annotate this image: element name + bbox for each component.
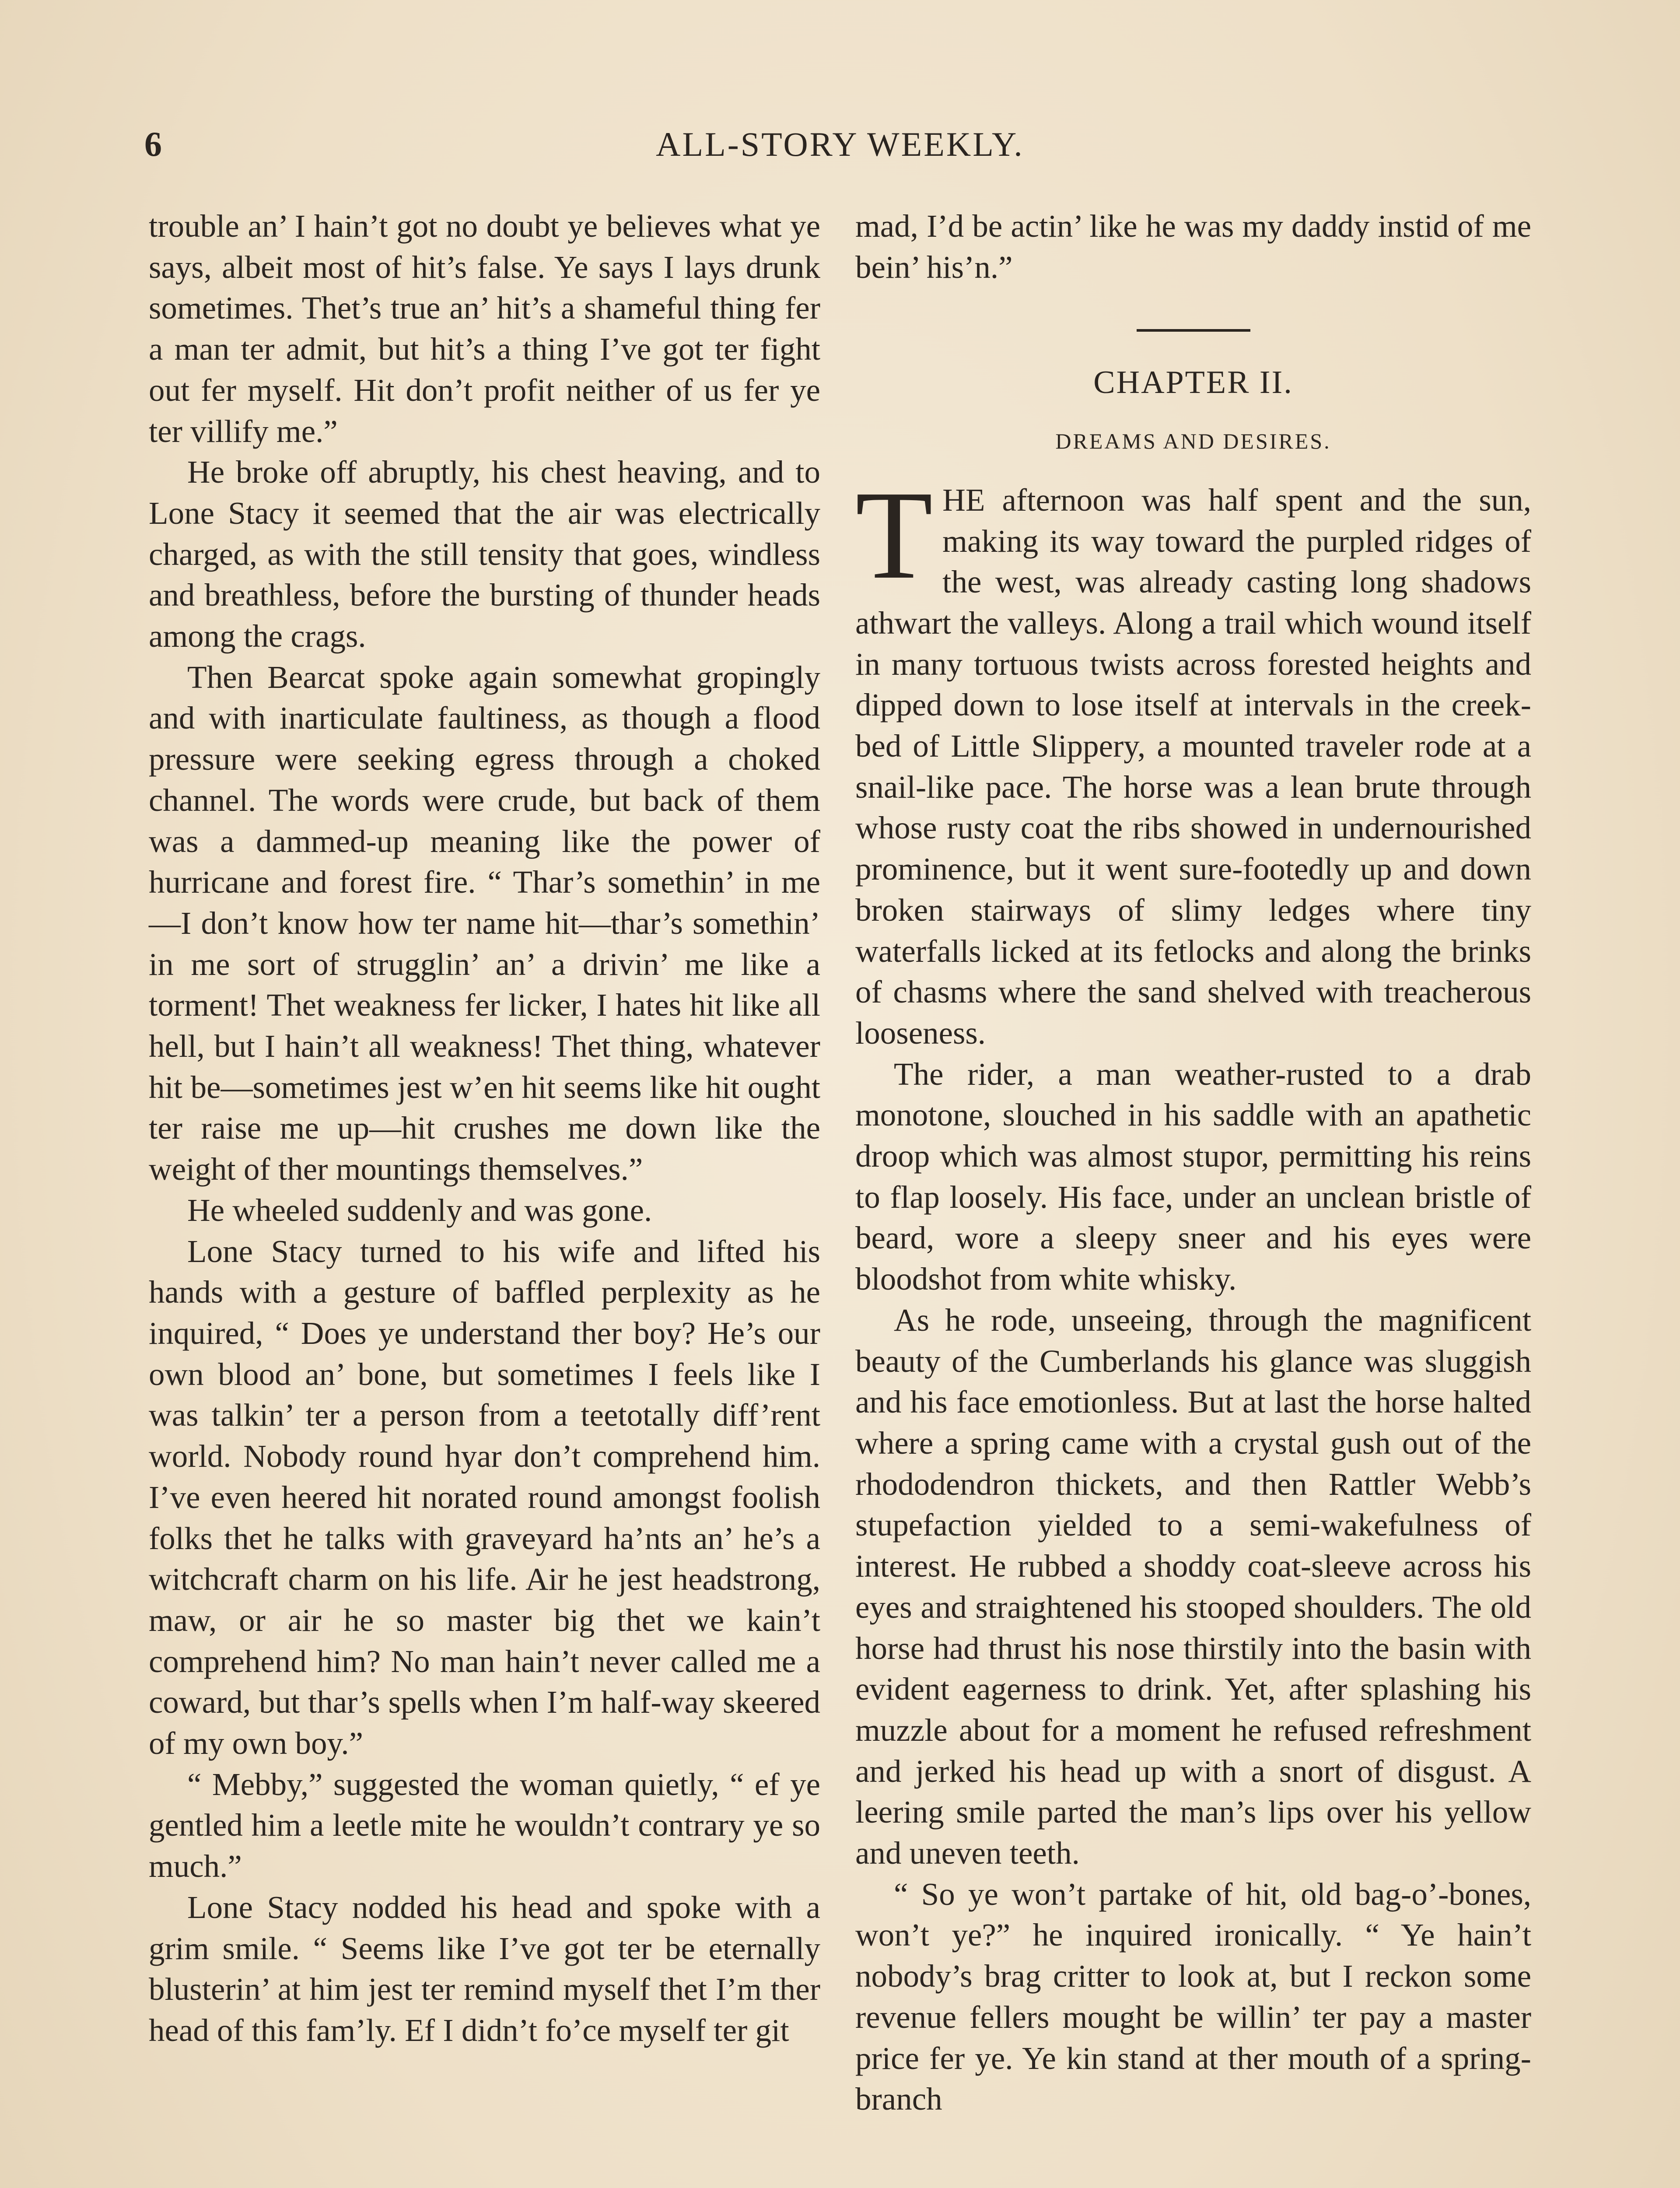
paragraph: “ So ye won’t partake of hit, old bag-o’-bones, won’t ye?” he inquired ironically. “ Ye hain’t nobody’s brag critter to look at, but I reckon some revenue fellers mought be willin’ ter pay a master price fer ye. Ye kin stand at ther mouth of a spring-branch — [855, 1876, 1531, 2117]
paragraph: He broke off abruptly, his chest heaving, and to Lone Stacy it seemed that the air was electrically charged, as with the still tensity that goes, windless and breathless, before the bursting of thunder heads among the crags. — [149, 454, 820, 654]
page-number: 6 — [144, 125, 162, 164]
paragraph: As he rode, unseeing, through the magnificent beauty of the Cumberlands his glance was sluggish and his face emotionless. But at last the horse halted where a spring came with a crystal gush out of the rhododendron thickets, and then Rattler Webb’s stupefaction yielded to a semi-wakefulness of interest. He rubbed a shoddy coat-sleeve across his eyes and straightened his stooped shoulders. The old horse had thrust his nose thirstily into the basin with evident eagerness to drink. Yet, after splashing his muzzle about for a moment he refused refreshment and jerked his head up with a snort of disgust. A leering smile parted the man’s lips over his yellow and uneven teeth. — [855, 1302, 1531, 1871]
paragraph: The rider, a man weather-rusted to a drab monotone, slouched in his saddle with an apathetic droop which was almost stupor, permitting his reins to flap loosely. His face, under an unclean bristle of beard, wore a sleepy sneer and his eyes were bloodshot from white whisky. — [855, 1056, 1531, 1297]
paragraph: Then Bearcat spoke again somewhat gropingly and with inarticulate faultiness, as though a flood pressure were seeking egress through a choked channel. The words were crude, but back of them was a dammed-up meaning like the power of hurricane and forest fire. “ Thar’s somethin’ in me—I don’t know how ter name hit—thar’s somethin’ in me sort of strugglin’ an’ a drivin’ me like a torment! Thet weakness fer licker, I hates hit like all hell, but I hain’t all weakness! Thet thing, whatever hit be—sometimes jest w’en hit seems like hit ought ter raise me up—hit crushes me down like the weight of ther mountings themselves.” — [149, 659, 820, 1187]
paragraph: Lone Stacy nodded his head and spoke with a grim smile. “ Seems like I’ve got ter be eternally blusterin’ at him jest ter remind myself thet I’m ther head of this fam’ly. Ef I didn’t fo’ce myself ter git — [149, 1889, 820, 2048]
drop-cap: T — [855, 464, 933, 605]
left-column — [149, 206, 820, 2051]
paragraph: trouble an’ I hain’t got no doubt ye believes what ye says, albeit most of hit’s false. Ye says I lays drunk sometimes. Thet’s true an’ hit’s a shameful thing fer a man ter admit, but hit’s a thing I’ve got ter fight out fer myself. Hit don’t profit neither of us fer ye ter villify me.” — [149, 208, 820, 449]
opening-text: HE afternoon was half spent and the sun, making its way toward the purpled ridges of the west, was already casting long shadows athwart the valleys. Along a trail which wound itself in many tortuous twists across forested heights and dipped down to lose itself at intervals in the creek-bed of Little Slippery, a mounted traveler rode at a snail-like pace. The horse was a lean brute through whose rusty coat the ribs showed in undernourished prominence, but it went sure-footedly up and down broken stairways of slimy ledges where tiny waterfalls licked at its fetlocks and along the brinks of chasms where the sand shelved with treacherous looseness. — [855, 482, 1531, 1051]
running-title: ALL-STORY WEEKLY. — [656, 125, 1024, 163]
chapter-subtitle: DREAMS AND DESIRES. — [1055, 429, 1331, 454]
continuation-paragraph: mad, I’d be actin’ like he was my daddy instid of me bein’ his’n.” — [855, 208, 1531, 285]
paragraph: “ Mebby,” suggested the woman quietly, “ ef ye gentled him a leetle mite he wouldn’t contrary ye so much.” — [149, 1766, 820, 1884]
paragraph: He wheeled suddenly and was gone. — [187, 1192, 652, 1228]
chapter-title: CHAPTER II. — [1093, 365, 1293, 401]
section-divider — [1137, 329, 1250, 332]
paragraph: Lone Stacy turned to his wife and lifted his hands with a gesture of baffled perplexity as he inquired, “ Does ye understand ther boy? He’s our own blood an’ bone, but sometimes I feels like I was talkin’ ter a person from a teetotally diff’rent world. Nobody round hyar don’t comprehend him. I’ve even heered hit norated round amongst foolish folks thet he talks with graveyard ha’nts an’ he’s a witchcraft charm on his life. Air he jest headstrong, maw, or air he so master big thet we kain’t comprehend him? No man hain’t never called me a coward, but thar’s spells when I’m half-way skeered of my own boy.” — [149, 1233, 820, 1761]
chapter-opening-paragraph — [855, 464, 1531, 1054]
page-header — [144, 125, 1536, 173]
right-column — [855, 206, 1531, 2120]
